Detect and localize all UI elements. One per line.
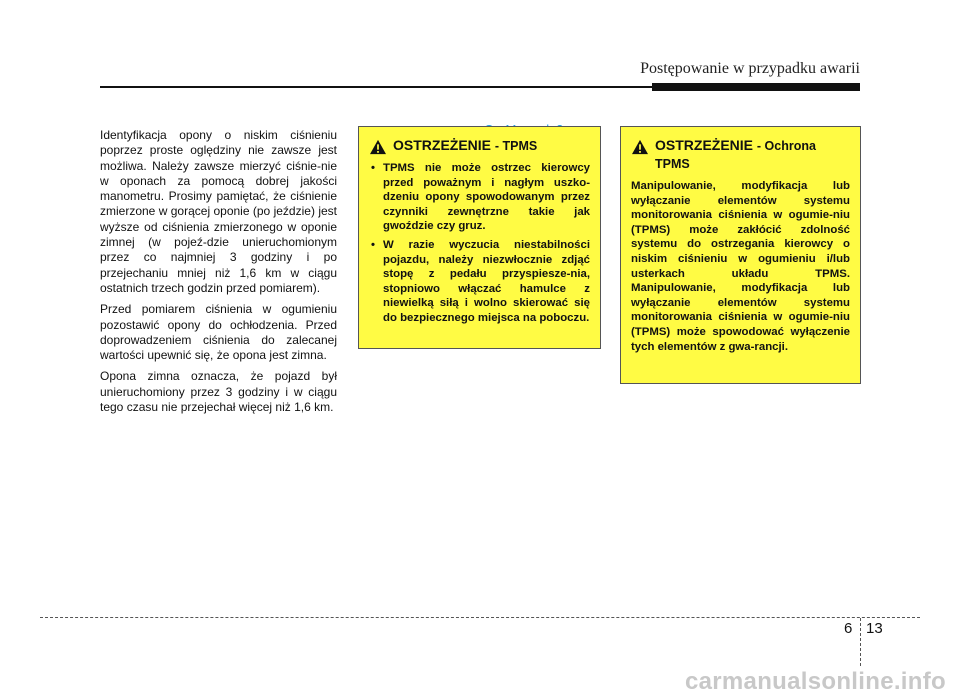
warning-subtitle: - TPMS — [494, 139, 538, 153]
warning-text: Manipulowanie, modyfikacja lub wyłączanie elementów systemu monitorowania ciśnienia w ogumie-niu (TPMS) może zakłócić zdolność systemu do ostrzegania kierowcy o niskim ciśnieniu w ogumieniu i/lub usterkach układu TPMS. Manipulowanie, modyfikacja lub wyłączanie elementów systemu monitorowania ciśnienia w ogumie-niu (TPMS) może spowodować wyłączenie tych elementów z gwa-rancji. — [631, 180, 850, 353]
warning-header — [631, 137, 850, 173]
footer-rule — [40, 617, 920, 618]
body-text-column — [100, 128, 337, 421]
site-watermark: carmanualsonline.info — [684, 668, 946, 695]
warning-box-tpms-protection — [620, 126, 861, 384]
warning-list — [369, 161, 590, 326]
warning-box-tpms — [358, 126, 601, 349]
page-number-divider — [860, 618, 861, 666]
body-paragraph: Opona zimna oznacza, że pojazd był unieruchomiony przez 3 godziny i w ciągu tego czasu nie przejechał więcej niż 1,6 km. — [100, 369, 337, 415]
section-title: Postępowanie w przypadku awarii — [640, 60, 860, 77]
header-accent-bar — [652, 83, 860, 91]
warning-header — [369, 137, 590, 155]
warning-item: • W razie wyczucia niestabilności pojazdu, należy niezwłocznie zdjąć stopę z pedału przyspiesze-nia, stopniowo włączać hamulce z niewielką siłą i wolno skierować się do bezpiecznego miejsca na poboczu. — [369, 238, 590, 326]
warning-triangle-icon — [369, 139, 387, 155]
chapter-number: 6 — [844, 620, 853, 637]
body-paragraph: Identyfikacja opony o niskim ciśnieniu poprzez proste oględziny nie zawsze jest możliwa. Należy zawsze mierzyć ciśnie-nie w oponach za pomocą dobrej jakości manometru. Prosimy pamiętać, że ciśnienie zmierzone w gorącej oponie (po jeździe) jest wyższe od ciśnienia zmierzonego w oponie zimnej (w pojeź-dzie unieruchomionym przez co najmniej 3 godziny i po przejechaniu mniej niż 1,6 km w ciągu ostatnich trzech godzin przed pomiarem). — [100, 128, 337, 295]
body-paragraph: Przed pomiarem ciśnienia w ogumieniu pozostawić opony do ochłodzenia. Przed doprowadzeniem ciśnienia do zalecanej wartości upewnić się, że opona jest zimna. — [100, 302, 337, 363]
page-number: 13 — [866, 620, 883, 637]
warning-triangle-icon — [631, 139, 649, 155]
warning-title: OSTRZEŻENIE — [393, 137, 492, 153]
warning-title: OSTRZEŻENIE — [655, 137, 754, 153]
warning-item: • TPMS nie może ostrzec kierowcy przed poważnym i nagłym uszko-dzeniu opony spowodowanym przez czynniki zewnętrzne takie jak gwoździe czy gruz. — [369, 161, 590, 234]
warning-subtitle: - Ochrona TPMS — [655, 139, 816, 171]
